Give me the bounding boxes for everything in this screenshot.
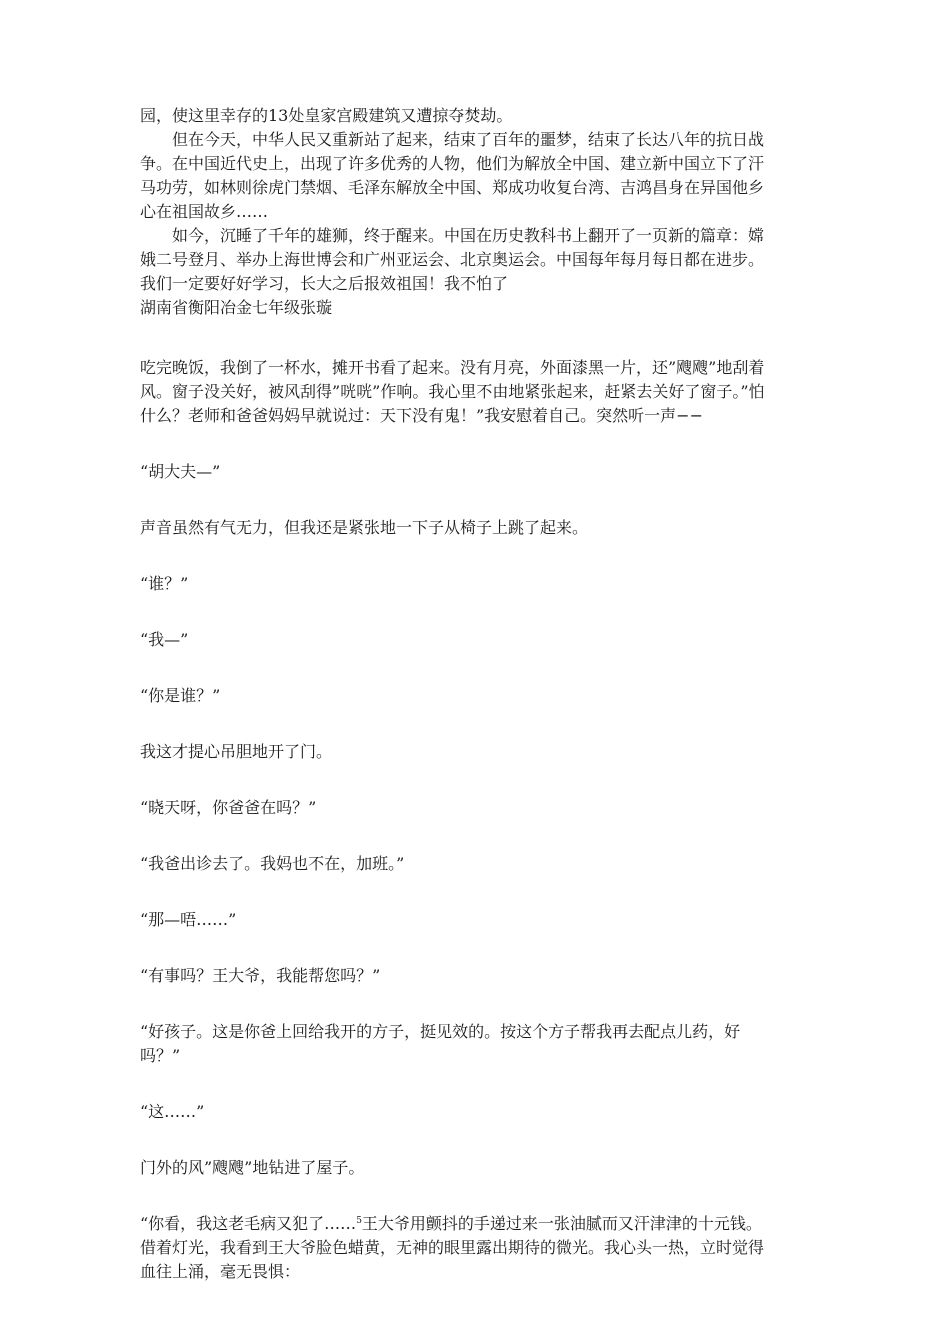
dialogue-paragraph <box>140 1020 812 1068</box>
dialogue-line: “这……” <box>140 1102 205 1121</box>
text-line: 我们一定要好好学习，长大之后报效祖国！我不怕了 <box>140 274 509 293</box>
text-span: “你看，我这老毛病又犯了…… <box>140 1214 357 1233</box>
text-line: 争。在中国近代史上，出现了许多优秀的人物，他们为解放全中国、建立新中国立下了汗 <box>140 154 765 173</box>
essay1-author: 湖南省衡阳冶金七年级张璇 <box>140 298 333 317</box>
dialogue-line: “胡大夫—” <box>140 462 221 481</box>
dialogue-line: “那—唔……” <box>140 910 237 929</box>
text-line: 借着灯光，我看到王大爷脸色蜡黄，无神的眼里露出期待的微光。我心头一热，立时觉得 <box>140 1238 765 1257</box>
text-line: 心在祖国故乡…… <box>140 202 269 221</box>
dialogue-line: “有事吗？王大爷，我能帮您吗？” <box>140 966 381 985</box>
dialogue-line: “谁？” <box>140 574 189 593</box>
text-line: 马功劳，如林则徐虎门禁烟、毛泽东解放全中国、郑成功收复台湾、吉鸿昌身在异国他乡 <box>140 178 765 197</box>
text-line: 血往上涌，毫无畏惧： <box>140 1262 301 1281</box>
text-line: 什么？老师和爸爸妈妈早就说过：天下没有鬼！”我安慰着自己。突然听一声−− <box>140 406 703 425</box>
essay2-paragraph-final <box>140 1212 812 1284</box>
narration-paragraph: 我这才提心吊胆地开了门。 <box>140 742 333 761</box>
essay1-paragraph-2 <box>140 128 812 224</box>
text-span: 王大爷用颤抖的手递过来一张油腻而又汗津津的十元钱。 <box>361 1214 762 1233</box>
dialogue-line: “你是谁？” <box>140 686 221 705</box>
text-line: 吗？” <box>140 1046 181 1065</box>
narration-paragraph: 声音虽然有气无力，但我还是紧张地一下子从椅子上跳了起来。 <box>140 518 589 537</box>
dialogue-line: “我—” <box>140 630 189 649</box>
document-page <box>140 104 812 1284</box>
text-line <box>140 1212 812 1236</box>
essay1-paragraph-3 <box>140 224 812 296</box>
dialogue-line: “晓天呀，你爸爸在吗？” <box>140 798 317 817</box>
narration-paragraph: 门外的风”飕飕”地钻进了屋子。 <box>140 1158 365 1177</box>
text-line: 但在今天，中华人民又重新站了起来，结束了百年的噩梦，结束了长达八年的抗日战 <box>172 130 765 149</box>
text-line: 如今，沉睡了千年的雄狮，终于醒来。中国在历史教科书上翻开了一页新的篇章：嫦 <box>172 226 765 245</box>
text-line: 娥二号登月、举办上海世博会和广州亚运会、北京奥运会。中国每年每月每日都在进步。 <box>140 250 765 269</box>
text-line: “好孩子。这是你爸上回给我开的方子，挺见效的。按这个方子帮我再去配点儿药，好 <box>140 1022 741 1041</box>
text-line: 风。窗子没关好，被风刮得”咣咣”作响。我心里不由地紧张起来，赶紧去关好了窗子。”怕 <box>140 382 765 401</box>
footnote-marker: 5 <box>356 1216 362 1226</box>
text-line: 吃完晚饭，我倒了一杯水，摊开书看了起来。没有月亮，外面漆黑一片，还”飕飕”地刮着 <box>140 358 765 377</box>
essay2-paragraph-1 <box>140 356 812 428</box>
dialogue-line: “我爸出诊去了。我妈也不在，加班。” <box>140 854 405 873</box>
essay1-paragraph-1: 园，使这里幸存的13处皇家宫殿建筑又遭掠夺焚劫。 <box>140 106 513 125</box>
